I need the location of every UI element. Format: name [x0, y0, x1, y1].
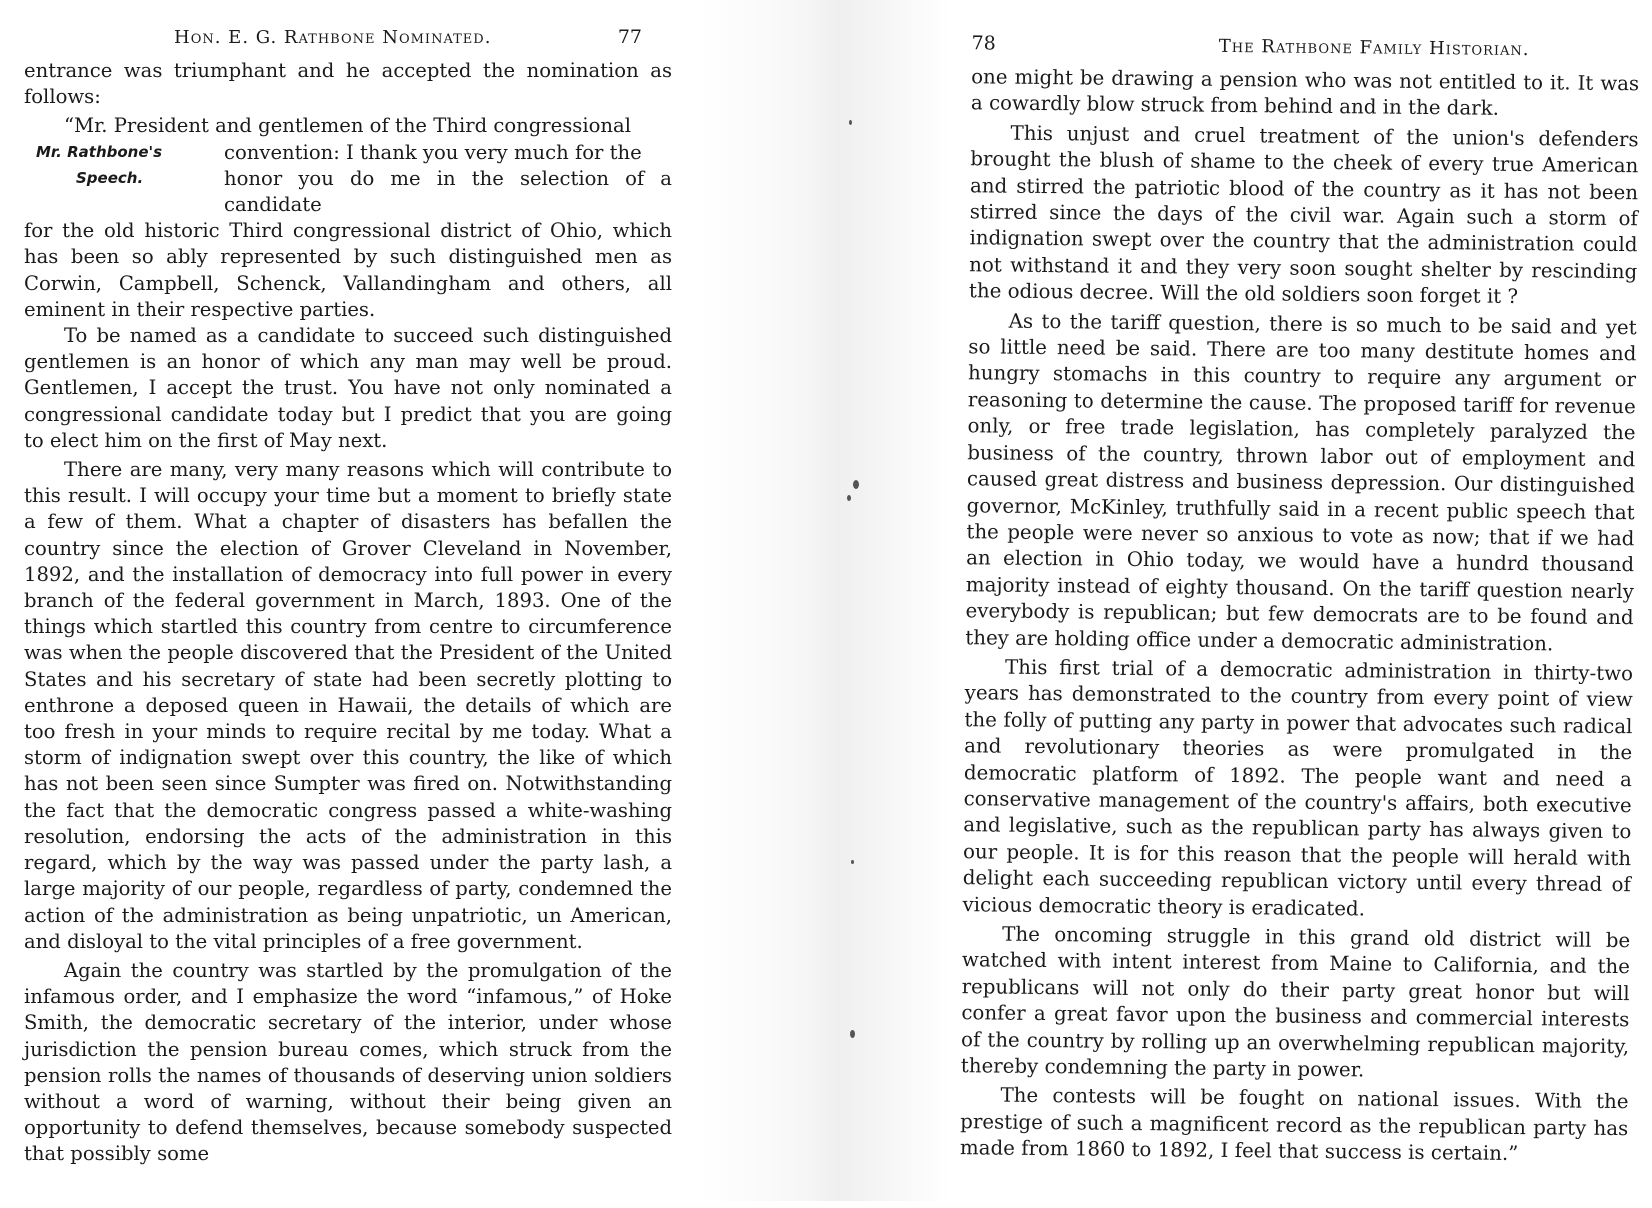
- paragraph: Again the country was startled by the promulgation of the infamous order, and I emphasize the word “infamous,” of Hoke Smith, the democratic secretary of the interior, under whose jurisdiction the pension bureau comes, which struck from the pension rolls the names of thousands of deserving union soldiers without a word of warning, without their being given an opportunity to defend themselves, because somebody suspected that possibly some: [24, 958, 672, 1166]
- paragraph: This first trial of a democratic administration in thirty-two years has demonstrated to the country from every point of view the folly of putting any party in power that advocates such radical and revolutionary theories as were promulgated in the democratic platform of 1892. The people want and need a conservative management of the country's affairs, both executive and legislative, such as the republican party has always given to our people. It is for this reason that the people will herald with delight each succeeding republican victory until every thread of vicious democratic theory is eradicated.: [962, 655, 1634, 920]
- margin-note-line: Speech.: [76, 169, 144, 188]
- right-page-number: 78: [971, 32, 996, 55]
- margin-note: [36, 139, 186, 191]
- left-running-head: [24, 26, 672, 48]
- right-running-title: The Rathbone Family Historian.: [1218, 35, 1530, 61]
- speech-opening: [24, 113, 672, 323]
- left-page: [0, 0, 700, 1201]
- paragraph: one might be drawing a pension who was not entitled to it. It was a cowardly blow struck from behind and in the dark.: [970, 65, 1640, 121]
- book-gutter: [700, 0, 950, 1201]
- paragraph: As to the tariff question, there is so much to be said and yet so little need be said. There are too many destitute homes and hungry stomachs in this country to require any argument or reasoning to determine the cause. The proposed tariff for revenue only, or free trade legislation, has completely paralyzed the business of the country, thrown labor out of employment and caused great distress and business depression. Our distinguished governor, McKinley, truthfully said in a recent public speech that the people were never so anxious to vote as now; that if we had an election in Ohio today, we would have a hundrd thousand majority instead of eighty thousand. On the tariff question nearly everybody is republican; but few democrats are to be found and they are holding office under a democratic administration.: [965, 309, 1637, 655]
- paragraph: entrance was triumphant and he accepted the nomination as follows:: [24, 59, 672, 109]
- paragraph: The contests will be fought on national issues. With the prestige of such a magnificent record as the republican party has made from 1860 to 1892, I feel that success is certain.”: [959, 1084, 1629, 1166]
- paragraph: The oncoming struggle in this grand old district will be watched with intent interest from Maine to California, and the republicans will not only do their party great honor but will confer a great favor upon the business and commercial interests of the country by rolling up an overwhelming republican majority, thereby condemning the party in power.: [960, 922, 1631, 1082]
- right-running-head: [971, 32, 1639, 61]
- scan-noise: [845, 100, 865, 1100]
- left-body-text: [24, 58, 672, 1168]
- right-page: [937, 0, 1650, 1208]
- speech-line: honor you do me in the selection of a candidate: [224, 166, 672, 217]
- paragraph: This unjust and cruel treatment of the union's defenders brought the blush of shame to the cheek of every true American and stirred the patriotic blood of the country as it has not been stirred since the days of the civil war. Again such a storm of indignation swept over the country that the administration could not withstand it and they very soon sought shelter by rescinding the odious decree. Will the old soldiers soon forget it ?: [968, 121, 1639, 309]
- margin-note-line: Mr. Rathbone's: [36, 143, 163, 162]
- paragraph: To be named as a candidate to succeed such distinguished gentlemen is an honor of which any man may well be proud. Gentlemen, I accept the trust. You have not only nominated a congressional candidate today but I predict that you are going to elect him on the first of May next.: [24, 324, 672, 452]
- speech-line: convention: I thank you very much for the: [224, 140, 642, 164]
- speech-line: for the old historic Third congressional district of Ohio, which has been so ably represented by such distinguished men as Corwin, Campbell, Schenck, Vallandingham and others, all eminent in their respective parties.: [24, 219, 672, 321]
- left-page-number: 77: [617, 26, 642, 48]
- left-running-title: Hon. E. G. Rathbone Nominated.: [174, 27, 492, 48]
- paragraph: There are many, very many reasons which will contribute to this result. I will occupy your time but a moment to briefly state a few of them. What a chapter of disasters has befallen the country since the election of Grover Cleveland in November, 1892, and the installation of democracy into full power in every branch of the federal government in March, 1893. One of the things which startled this country from centre to circumference was when the people discovered that the President of the United States and his secretary of state had been secretly plotting to enthrone a deposed queen in Hawaii, the details of which are too fresh in your minds to require recital by me today. What a storm of indignation swept over this country, the like of which has not been seen since Sumpter was fired on. Notwithstanding the fact that the democratic congress passed a white-washing resolution, endorsing the acts of the administration in this regard, which by the way was passed under the party lash, a large majority of our people, regardless of party, condemned the action of the administration as being unpatriotic, un American, and disloyal to the vital principles of a free government.: [24, 458, 672, 953]
- right-body-text: [960, 64, 1639, 1169]
- speech-line: “Mr. President and gentlemen of the Third congressional: [64, 114, 631, 138]
